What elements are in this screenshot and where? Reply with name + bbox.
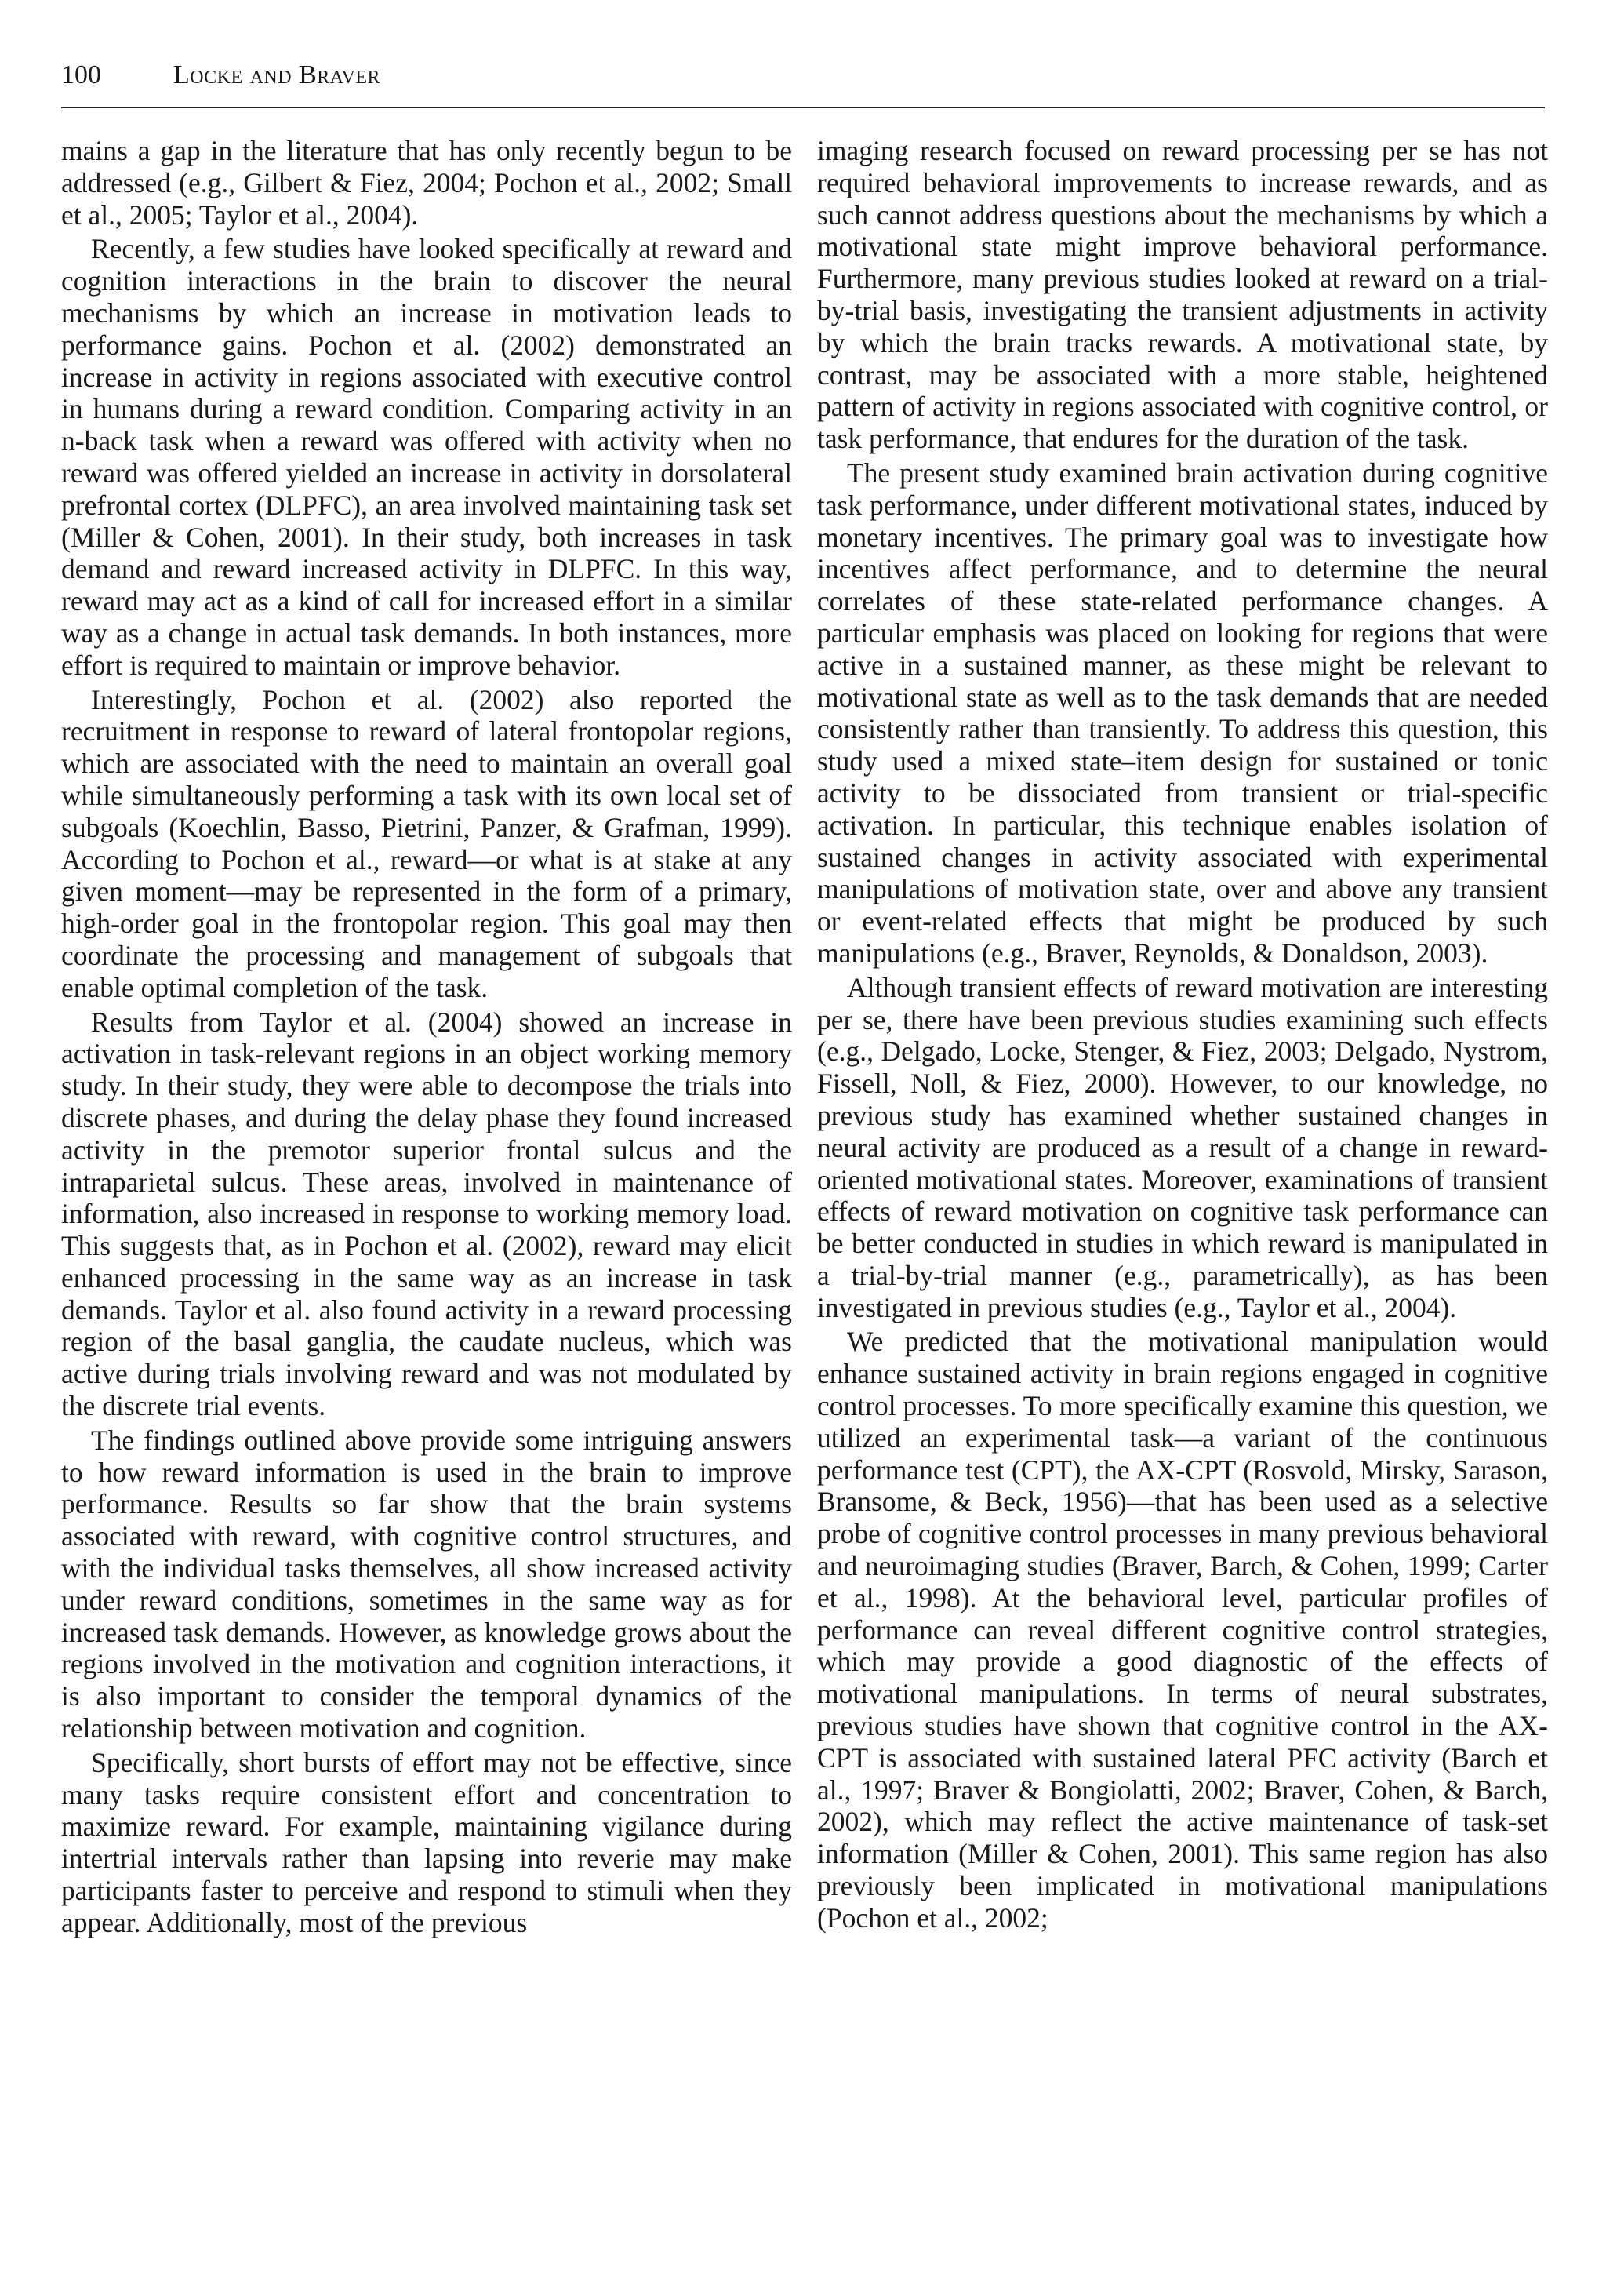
paragraph: The findings outlined above provide some intriguing answers to how reward information is used in the brain to improve performance. Results so far show that the brain systems associated with reward, with cognitive control structures, and with the individual tasks themselves, all show increased activity under reward conditions, sometimes in the same way as for increased task demands. However, as knowledge grows about the regions involved in the motivation and cognition interactions, it is also important to consider the temporal dynamics of the relationship between motivation and cognition.: [61, 1424, 792, 1745]
paragraph: The present study examined brain activation during cognitive task performance, under different motivational states, induced by monetary incentives. The primary goal was to investigate how incentives affect performance, and to determine the neural correlates of these state-related performance changes. A particular emphasis was placed on looking for regions that were active in a sustained manner, as these might be relevant to motivational state as well as to the task demands that are needed consistently rather than transiently. To address this question, this study used a mixed state–item design for sustained or tonic activity to be dissociated from transient or trial-specific activation. In particular, this technique enables isolation of sustained changes in activity associated with experimental manipulations of motivation state, over and above any transient or event-related effects that might be produced by such manipulations (e.g., Braver, Reynolds, & Donaldson, 2003).: [817, 457, 1548, 969]
running-header: [61, 60, 1545, 108]
paragraph: Recently, a few studies have looked specifically at reward and cognition interactions in the brain to discover the neural mechanisms by which an increase in motivation leads to performance gains. Pochon et al. (2002) demonstrated an increase in activity in regions associated with executive control in humans during a reward condition. Comparing activity in an n-back task when a reward was offered with activity when no reward was offered yielded an increase in activity in dorsolateral prefrontal cortex (DLPFC), an area involved maintaining task set (Miller & Cohen, 2001). In their study, both increases in task demand and reward increased activity in DLPFC. In this way, reward may act as a kind of call for increased effort in a similar way as a change in actual task demands. In both instances, more effort is required to maintain or improve behavior.: [61, 233, 792, 681]
paragraph: imaging research focused on reward processing per se has not required behavioral improvements to increase rewards, and as such cannot address questions about the mechanisms by which a motivational state might improve behavioral performance. Furthermore, many previous studies looked at reward on a trial-by-trial basis, investigating the transient adjustments in activity by which the brain tracks rewards. A motivational state, by contrast, may be associated with a more stable, heightened pattern of activity in regions associated with cognitive control, or task performance, that endures for the duration of the task.: [817, 135, 1548, 455]
paragraph: mains a gap in the literature that has only recently begun to be addressed (e.g., Gilbert & Fiez, 2004; Pochon et al., 2002; Small et al., 2005; Taylor et al., 2004).: [61, 135, 792, 231]
right-column: [817, 135, 1548, 1937]
left-column: [61, 135, 792, 1941]
paragraph: Interestingly, Pochon et al. (2002) also reported the recruitment in response to reward of lateral frontopolar regions, which are associated with the need to maintain an overall goal while simultaneously performing a task with its own local set of subgoals (Koechlin, Basso, Pietrini, Panzer, & Grafman, 1999). According to Pochon et al., reward—or what is at stake at any given moment—may be represented in the form of a primary, high-order goal in the frontopolar region. This goal may then coordinate the processing and management of subgoals that enable optimal completion of the task.: [61, 683, 792, 1003]
paragraph: We predicted that the motivational manipulation would enhance sustained activity in brain regions engaged in cognitive control processes. To more specifically examine this question, we utilized an experimental task—a variant of the continuous performance test (CPT), the AX-CPT (Rosvold, Mirsky, Sarason, Bransome, & Beck, 1956)—that has been used as a selective probe of cognitive control processes in many previous behavioral and neuroimaging studies (Braver, Barch, & Cohen, 1999; Carter et al., 1998). At the behavioral level, particular profiles of performance can reveal different cognitive control strategies, which may provide a good diagnostic of the effects of motivational manipulations. In terms of neural substrates, previous studies have shown that cognitive control in the AX-CPT is associated with sustained lateral PFC activity (Barch et al., 1997; Braver & Bongiolatti, 2002; Braver, Cohen, & Barch, 2002), which may reflect the active maintenance of task-set information (Miller & Cohen, 2001). This same region has also previously been implicated in motivational manipulations (Pochon et al., 2002;: [817, 1326, 1548, 1934]
paragraph: Specifically, short bursts of effort may not be effective, since many tasks require consistent effort and concentration to maximize reward. For example, maintaining vigilance during intertrial intervals rather than lapsing into reverie may make participants faster to perceive and respond to stimuli when they appear. Additionally, most of the previous: [61, 1746, 792, 1938]
running-head-authors: Locke and Braver: [173, 60, 381, 89]
paragraph: Although transient effects of reward motivation are interesting per se, there have been previous studies examining such effects (e.g., Delgado, Locke, Stenger, & Fiez, 2003; Delgado, Nystrom, Fissell, Noll, & Fiez, 2000). However, to our knowledge, no previous study has examined whether sustained changes in neural activity are produced as a result of a change in reward-oriented motivational states. Moreover, examinations of transient effects of reward motivation on cognitive task performance can be better conducted in studies in which reward is manipulated in a trial-by-trial manner (e.g., parametrically), as has been investigated in previous studies (e.g., Taylor et al., 2004).: [817, 971, 1548, 1323]
paragraph: Results from Taylor et al. (2004) showed an increase in activation in task-relevant regions in an object working memory study. In their study, they were able to decompose the trials into discrete phases, and during the delay phase they found increased activity in the premotor superior frontal sulcus and the intraparietal sulcus. These areas, involved in maintenance of information, also increased in response to working memory load. This suggests that, as in Pochon et al. (2002), reward may elicit enhanced processing in the same way as an increase in task demands. Taylor et al. also found activity in a reward processing region of the basal ganglia, the caudate nucleus, which was active during trials involving reward and was not modulated by the discrete trial events.: [61, 1006, 792, 1422]
page-number: 100: [61, 60, 101, 89]
